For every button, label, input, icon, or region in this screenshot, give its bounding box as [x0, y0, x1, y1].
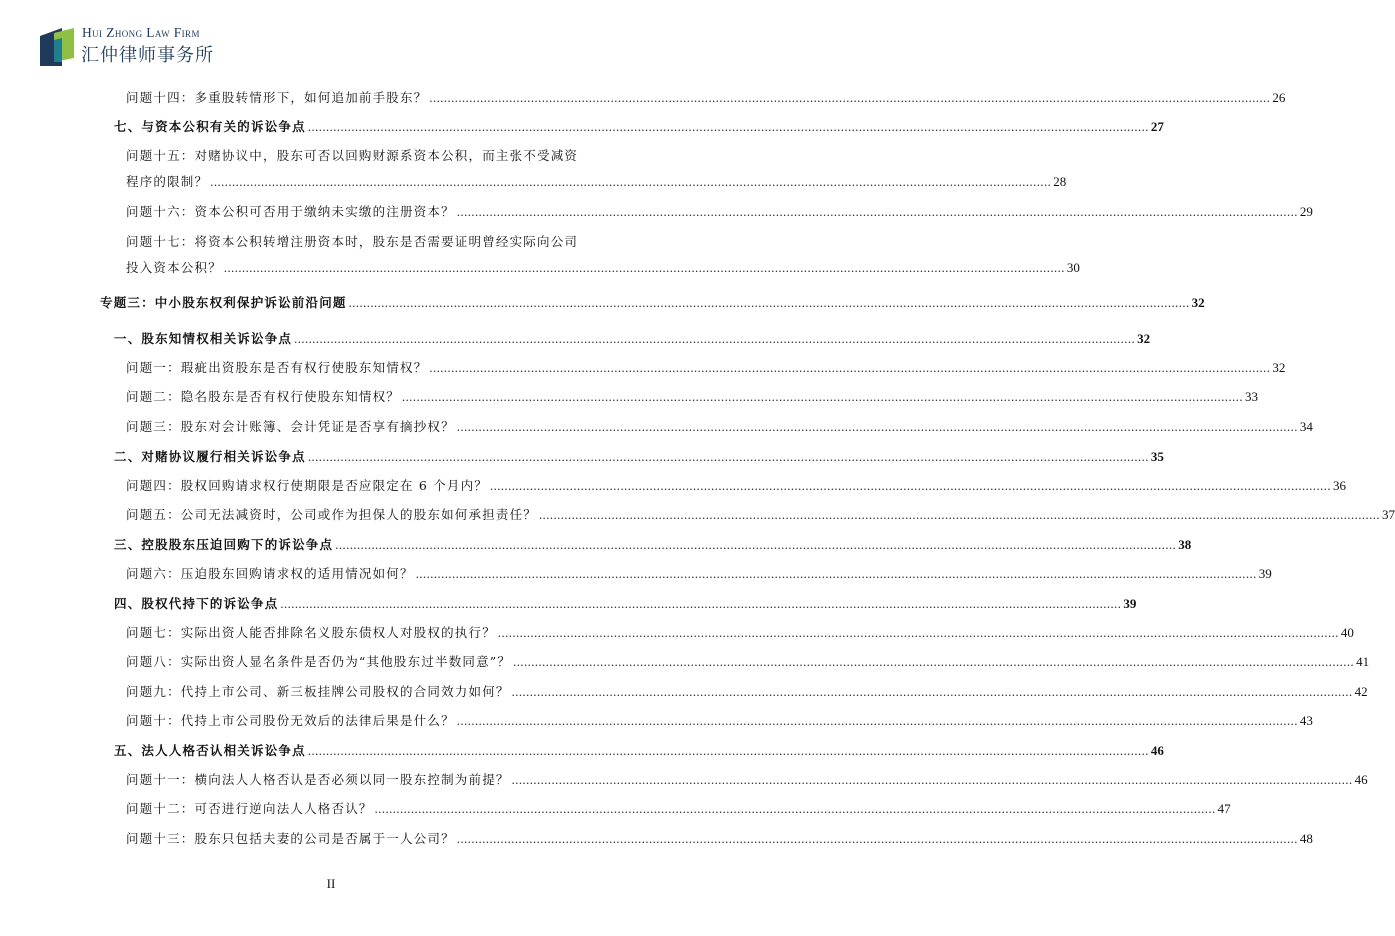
- toc-section-title: 一、股东知情权相关诉讼争点: [114, 331, 293, 346]
- toc-entry-title: 问题五：公司无法减资时，公司或作为担保人的股东如何承担责任？: [126, 507, 538, 522]
- toc-entry-page: 28: [1053, 174, 1067, 189]
- toc-leader-dots: ........................................................................................................................................................................................................................................: [539, 508, 1381, 522]
- toc-entry-page: 29: [1299, 204, 1313, 219]
- toc-entry-title-cont: 投入资本公积？: [126, 260, 222, 275]
- toc-entry[interactable]: [126, 831, 1313, 847]
- toc-leader-dots: ........................................................................................................................................................................................................................................: [335, 538, 1177, 552]
- toc-entry[interactable]: [126, 713, 1313, 729]
- toc-entry-page: 39: [1258, 566, 1272, 581]
- toc-section-title: 五、法人人格否认相关诉讼争点: [114, 743, 306, 758]
- toc-entry[interactable]: [126, 654, 1370, 670]
- toc-entry[interactable]: [126, 478, 1347, 494]
- toc-entry-page: 37: [1382, 507, 1395, 522]
- toc-entry[interactable]: [126, 360, 1286, 376]
- toc-entry-page: 48: [1299, 831, 1313, 846]
- toc-section-page: 27: [1150, 119, 1164, 134]
- toc-leader-dots: ........................................................................................................................................................................................................................................: [210, 175, 1052, 189]
- toc-entry[interactable]: [126, 260, 1080, 276]
- toc-leader-dots: ........................................................................................................................................................................................................................................: [497, 626, 1339, 640]
- toc-leader-dots: ........................................................................................................................................................................................................................................: [511, 773, 1353, 787]
- toc-section[interactable]: [114, 596, 1137, 612]
- toc-section-title: 三、控股股东压迫回购下的诉讼争点: [114, 537, 334, 552]
- toc-leader-dots: ........................................................................................................................................................................................................................................: [456, 714, 1298, 728]
- toc-entry-title: 问题九：代持上市公司、新三板挂牌公司股权的合同效力如何？: [126, 684, 510, 699]
- toc-leader-dots: ........................................................................................................................................................................................................................................: [513, 655, 1355, 669]
- toc-entry[interactable]: [126, 419, 1313, 435]
- toc-entry[interactable]: [126, 204, 1313, 220]
- toc-section-page: 32: [1137, 331, 1151, 346]
- toc-entry-title: 问题二：隐名股东是否有权行使股东知情权？: [126, 389, 401, 404]
- toc-leader-dots: ........................................................................................................................................................................................................................................: [456, 420, 1298, 434]
- toc-section-title: 七、与资本公积有关的诉讼争点: [114, 119, 306, 134]
- toc-chapter-page: 32: [1191, 295, 1205, 310]
- toc-entry-title: 问题十一：横向法人人格否认是否必须以同一股东控制为前提？: [126, 772, 510, 787]
- toc-entry-page: 46: [1354, 772, 1368, 787]
- firm-name-cn: 汇仲律师事务所: [81, 45, 214, 66]
- toc-leader-dots: ........................................................................................................................................................................................................................................: [307, 120, 1149, 134]
- toc-section-title: 四、股权代持下的诉讼争点: [114, 596, 279, 611]
- toc-entry[interactable]: [126, 507, 1395, 523]
- toc-entry-page: 30: [1066, 260, 1080, 275]
- toc-entry-title: 问题十：代持上市公司股份无效后的法律后果是什么？: [126, 713, 455, 728]
- toc-section[interactable]: [114, 119, 1164, 135]
- toc-entry[interactable]: [126, 772, 1368, 788]
- toc-entry-title: 问题十七：将资本公积转增注册资本时，股东是否需要证明曾经实际向公司: [126, 234, 579, 249]
- toc-chapter-title: 专题三：中小股东权利保护诉讼前沿问题: [100, 295, 347, 310]
- toc-entry-title: 问题十二：可否进行逆向法人人格否认？: [126, 801, 373, 816]
- toc-entry-title: 问题八：实际出资人显名条件是否仍为“其他股东过半数同意”？: [126, 654, 512, 669]
- toc-leader-dots: ........................................................................................................................................................................................................................................: [511, 685, 1353, 699]
- toc-leader-dots: ........................................................................................................................................................................................................................................: [429, 91, 1271, 105]
- toc-entry-page: 43: [1299, 713, 1313, 728]
- toc-entry-page: 42: [1354, 684, 1368, 699]
- toc-leader-dots: ........................................................................................................................................................................................................................................: [456, 205, 1298, 219]
- toc-entry-page: 34: [1299, 419, 1313, 434]
- toc-entry-page: 26: [1272, 90, 1286, 105]
- toc-entry[interactable]: [126, 801, 1231, 817]
- toc-leader-dots: ........................................................................................................................................................................................................................................: [429, 361, 1271, 375]
- toc-entry-title: 问题一：瑕疵出资股东是否有权行使股东知情权？: [126, 360, 428, 375]
- toc-entry-page: 32: [1272, 360, 1286, 375]
- firm-logo: [40, 25, 260, 70]
- toc-entry-title: 问题十五：对赌协议中，股东可否以回购财源系资本公积，而主张不受减资: [126, 148, 579, 163]
- toc-entry[interactable]: [126, 684, 1368, 700]
- toc-entry-page: 47: [1217, 801, 1231, 816]
- toc-entry-title: 问题四：股权回购请求权行使期限是否应限定在 6 个月内？: [126, 478, 489, 493]
- toc-entry-page: 40: [1340, 625, 1354, 640]
- toc-leader-dots: ........................................................................................................................................................................................................................................: [294, 332, 1136, 346]
- toc-entry-title: 问题七：实际出资人能否排除名义股东债权人对股权的执行？: [126, 625, 496, 640]
- logo-mark-icon: [40, 28, 76, 66]
- toc-leader-dots: ........................................................................................................................................................................................................................................: [223, 261, 1065, 275]
- toc-entry-title: 问题六：压迫股东回购请求权的适用情况如何？: [126, 566, 414, 581]
- toc-section-page: 38: [1178, 537, 1192, 552]
- toc-section[interactable]: [114, 331, 1151, 347]
- toc-chapter[interactable]: [100, 295, 1205, 311]
- toc-entry-page: 33: [1245, 389, 1259, 404]
- toc-leader-dots: ........................................................................................................................................................................................................................................: [348, 296, 1190, 310]
- toc-entry[interactable]: [126, 389, 1259, 405]
- toc-entry-page: 41: [1356, 654, 1370, 669]
- toc-leader-dots: ........................................................................................................................................................................................................................................: [374, 802, 1216, 816]
- toc-entry-title-cont: 程序的限制？: [126, 174, 209, 189]
- toc-section-page: 46: [1150, 743, 1164, 758]
- page-number: II: [326, 876, 336, 891]
- toc-entry-title: 问题十四：多重股转情形下，如何追加前手股东？: [126, 90, 428, 105]
- toc-leader-dots: ........................................................................................................................................................................................................................................: [280, 597, 1122, 611]
- toc-leader-dots: ........................................................................................................................................................................................................................................: [307, 744, 1149, 758]
- toc-leader-dots: ........................................................................................................................................................................................................................................: [490, 479, 1332, 493]
- toc-entry[interactable]: [126, 566, 1272, 582]
- toc-section-page: 35: [1150, 449, 1164, 464]
- toc-entry-title: 问题十三：股东只包括夫妻的公司是否属于一人公司？: [126, 831, 455, 846]
- toc-section[interactable]: [114, 537, 1192, 553]
- toc-section[interactable]: [114, 449, 1164, 465]
- firm-name-en: Hui Zhong Law Firm: [82, 25, 200, 40]
- toc-leader-dots: ........................................................................................................................................................................................................................................: [456, 832, 1298, 846]
- toc-entry-title: 问题十六：资本公积可否用于缴纳未实缴的注册资本？: [126, 204, 455, 219]
- toc-entry[interactable]: [126, 625, 1354, 641]
- toc-entry[interactable]: [126, 174, 1067, 190]
- toc-section-page: 39: [1123, 596, 1137, 611]
- toc-section[interactable]: [114, 743, 1164, 759]
- toc-entry[interactable]: [126, 90, 1286, 106]
- toc-section-title: 二、对赌协议履行相关诉讼争点: [114, 449, 306, 464]
- toc-entry-page: 36: [1333, 478, 1347, 493]
- toc-leader-dots: ........................................................................................................................................................................................................................................: [402, 390, 1244, 404]
- toc-entry-title: 问题三：股东对会计账簿、会计凭证是否享有摘抄权？: [126, 419, 455, 434]
- toc-leader-dots: ........................................................................................................................................................................................................................................: [415, 567, 1257, 581]
- toc-leader-dots: ........................................................................................................................................................................................................................................: [307, 450, 1149, 464]
